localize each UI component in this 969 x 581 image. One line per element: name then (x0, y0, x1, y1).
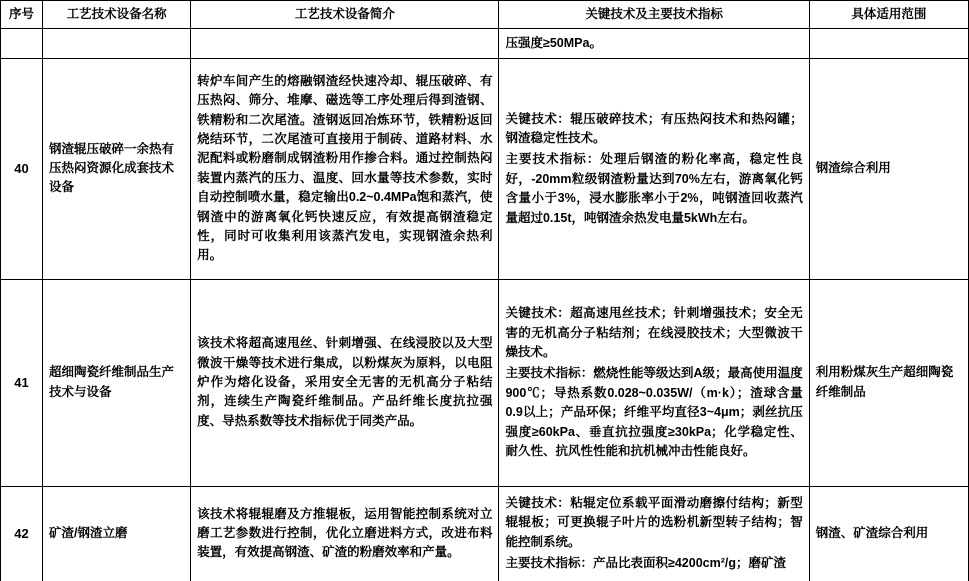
table-row (1, 279, 969, 486)
key-technologies: 关键技术：辊压破碎技术；有压热闷技术和热闷罐；钢渣稳定性技术。 (505, 111, 803, 145)
cell-name: 钢渣辊压破碎一余热有压热闷资源化成套技术设备 (43, 58, 191, 279)
column-header-scope: 具体适用范围 (809, 1, 968, 29)
cell-name-continued (43, 29, 191, 58)
cell-desc: 该技术将辊辊磨及方推辊板，运用智能控制系统对立磨工艺参数进行控制，优化立磨进料方式，改进布料装置，有效提高钢渣、矿渣的粉磨效率和产量。 (191, 486, 499, 581)
cell-key (499, 279, 809, 486)
cell-no: 42 (1, 486, 43, 581)
cell-scope: 钢渣、矿渣综合利用 (809, 486, 968, 581)
column-header-name: 工艺技术设备名称 (43, 1, 191, 29)
cell-name: 超细陶瓷纤维制品生产技术与设备 (43, 279, 191, 486)
cell-key-continued: 压强度≥50MPa。 (499, 29, 809, 58)
key-indicators: 主要技术指标：燃烧性能等级达到A级；最高使用温度900℃；导热系数0.028~0.035W/（m·k）；渣球含量0.9以上；产品环保；纤维平均直径3~4μm；剥丝抗压强度≥60kPa、垂直抗拉强度≥30kPa；化学稳定性、耐久性、抗风性性能和抗机械冲击性能良好。 (505, 366, 803, 458)
column-header-key: 关键技术及主要技术指标 (499, 1, 809, 29)
cell-name: 矿渣/钢渣立磨 (43, 486, 191, 581)
table-row-continued (1, 29, 969, 58)
cell-desc: 转炉车间产生的熔融钢渣经快速冷却、辊压破碎、有压热闷、筛分、堆摩、磁选等工序处理后得到渣钢、铁精粉和二次尾渣。渣钢返回冶炼环节，铁精粉返回烧结环节，二次尾渣可直接用于制砖、道路材料、水泥配料或粉磨制成钢渣粉用作掺合料。通过控制热闷装置内蒸汽的压力、温度、回水量等技术参数，实时自动控制喷水量，稳定输出0.2~0.4MPa饱和蒸汽，使钢渣中的游离氧化钙快速反应，有效提高钢渣稳定性，同时可收集利用该蒸汽发电，实现钢渣余热利用。 (191, 58, 499, 279)
column-header-desc: 工艺技术设备简介 (191, 1, 499, 29)
cell-key (499, 58, 809, 279)
cell-scope-continued (809, 29, 968, 58)
cell-desc-continued (191, 29, 499, 58)
cell-no-continued (1, 29, 43, 58)
key-technologies: 关键技术：粘辊定位系载平面滑动磨擦付结构；新型辊辊板；可更换辊子叶片的选粉机新型转子结构；智能控制系统。 (505, 496, 803, 549)
cell-key (499, 486, 809, 581)
table-row (1, 486, 969, 581)
cell-scope: 钢渣综合利用 (809, 58, 968, 279)
key-technologies: 关键技术：超高速甩丝技术；针刺增强技术；安全无害的无机高分子粘结剂；在线浸胶技术；大型微波干燥技术。 (505, 306, 803, 359)
cell-desc: 该技术将超高速甩丝、针刺增强、在线浸胶以及大型微波干燥等技术进行集成，以粉煤灰为原料，以电阻炉作为熔化设备，采用安全无害的无机高分子粘结剂，连续生产陶瓷纤维制品。产品纤维长度抗拉强度、导热系数等技术指标优于同类产品。 (191, 279, 499, 486)
column-header-no: 序号 (1, 1, 43, 29)
key-indicators: 主要技术指标：处理后钢渣的粉化率高，稳定性良好，-20mm粒级钢渣粉量达到70%左右，游离氧化钙含量小于3%，浸水膨胀率小于2%，吨钢渣回收蒸汽量超过0.15t，吨钢渣余热发电量5kWh左右。 (505, 152, 803, 225)
key-indicators: 主要技术指标：产品比表面积≥4200cm²/g；磨矿渣 (505, 556, 786, 571)
table-header-row (1, 1, 969, 29)
table-row (1, 58, 969, 279)
cell-scope: 利用粉煤灰生产超细陶瓷纤维制品 (809, 279, 968, 486)
cell-no: 40 (1, 58, 43, 279)
cell-no: 41 (1, 279, 43, 486)
